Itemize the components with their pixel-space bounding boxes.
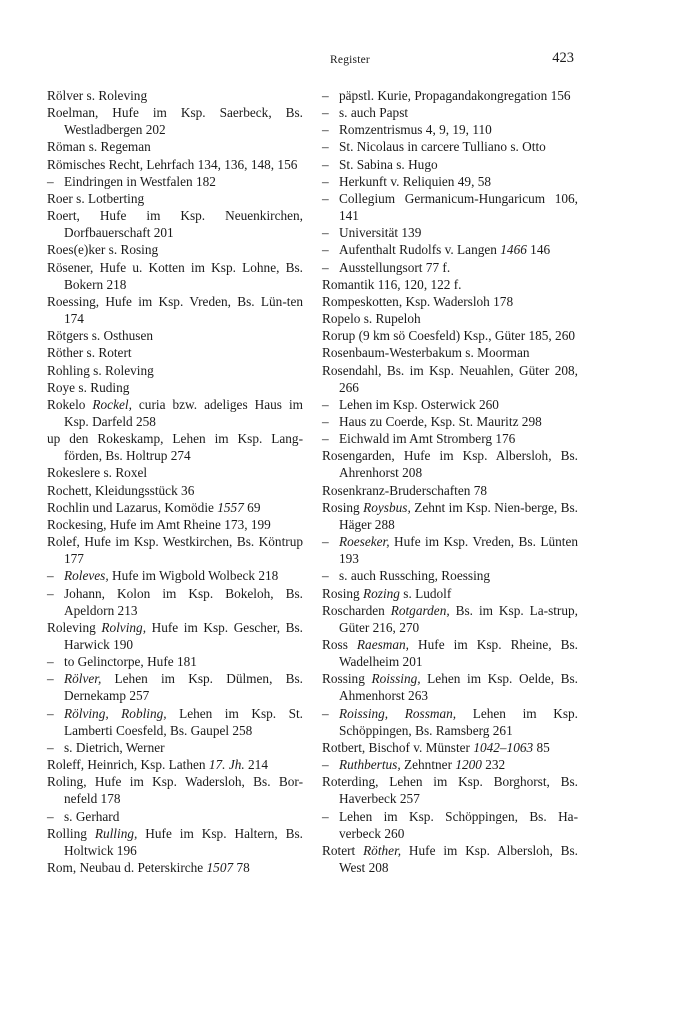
entry-text: Lehen im Ksp. Osterwick 260 [339,396,499,412]
entry-text: Rosenkranz-Bruderschaften 78 [322,482,488,498]
index-entry [47,293,303,327]
entry-text: Roleving [47,619,102,635]
entry-text: Roert, Hufe im Ksp. Neuenkirchen, Dorfbauerschaft 201 [47,208,303,241]
entry-text: päpstl. Kurie, Propagandakongregation 156 [339,88,571,103]
entry-text: Rochett, Kleidungsstück 36 [47,482,195,498]
index-entry [322,104,578,121]
entry-text: Rorup (9 km sö Coesfeld) Ksp., Güter 185, 260 [322,328,575,344]
index-entry [322,670,578,704]
index-entry [322,362,578,396]
index-entry [47,344,303,361]
index-entry [322,482,578,499]
entry-variant-italic: Rozing [363,585,400,601]
entry-text: Röther s. Rotert [47,345,132,361]
entry-variant-italic: Roleves, [64,568,109,584]
entry-text: up den Rokeskamp, Lehen im Ksp. Lang-förden, Bs. Holtrup 274 [47,431,303,464]
entry-text: Roer s. Lotberting [47,190,145,206]
entry-text: Rokeslere s. Roxel [47,465,148,481]
index-entry [322,121,578,138]
entry-text: s. auch Russching, Roessing [339,568,491,584]
entry-text: 78 [233,860,250,876]
index-entry [47,396,303,430]
entry-text: Herkunft v. Reliquien 49, 58 [339,173,492,189]
index-entry [322,413,578,430]
entry-variant-italic: Rockel, [92,396,132,412]
index-entry [322,842,578,876]
entry-variant-italic: 1507 [206,860,234,876]
subentry-dash: – [47,671,54,687]
index-entry [47,138,303,155]
entry-text: Roling, Hufe im Ksp. Wadersloh, Bs. Bor-nefeld 178 [47,774,303,807]
running-head: Register [330,54,370,66]
index-entry [47,825,303,859]
index-entry [322,533,578,567]
entry-text: Roscharden [322,602,391,618]
index-entry [47,190,303,207]
entry-text: Ropelo s. Rupeloh [322,311,421,327]
entry-text: Ausstellungsort 77 f. [339,259,451,275]
entry-text: Romantik 116, 120, 122 f. [322,276,462,292]
index-entry [47,653,303,670]
entry-text: Hufe im Ksp. Haltern, Bs. Holtwick 196 [64,825,303,858]
entry-text: 214 [244,757,268,773]
entry-text: Eindringen in Westfalen 182 [64,173,216,189]
entry-text: 146 [526,242,551,258]
index-entry [322,310,578,327]
entry-text: Rosing [322,585,364,601]
subentry-dash: – [322,105,329,121]
index-entry [322,241,578,258]
entry-text: St. Sabina s. Hugo [339,156,438,172]
entry-text: Rossing [322,671,372,687]
subentry-dash: – [322,568,329,584]
index-entry [47,379,303,396]
entry-text: Römisches Recht, Lehrfach 134, 136, 148, 156 [47,156,298,172]
index-entry [47,756,303,773]
index-entry [47,585,303,619]
entry-text: curia bzw. adeliges Haus im Ksp. Darfeld 258 [64,396,303,429]
entry-text: Rompeskotten, Ksp. Wadersloh 178 [322,293,514,309]
entry-text: Rokelo [47,396,93,412]
index-entry [47,670,303,704]
subentry-dash: – [47,808,54,824]
index-entry [47,362,303,379]
entry-variant-italic: 17. Jh. [208,757,245,773]
index-entry [47,173,303,190]
subentry-dash: – [47,173,54,189]
entry-variant-italic: 1042–1063 [473,739,534,755]
index-entry [47,87,303,104]
entry-text: Roleff, Heinrich, Ksp. Lathen [47,757,209,773]
subentry-dash: – [322,122,329,138]
page-number: 423 [552,50,574,66]
index-entry [322,430,578,447]
entry-text: Zehnt im Ksp. Nien-berge, Bs. Häger 288 [339,499,578,532]
index-entry [47,567,303,584]
entry-text: Roessing, Hufe im Ksp. Vreden, Bs. Lün-ten 174 [47,293,303,327]
entry-variant-italic: Rotgarden, [390,602,450,618]
subentry-dash: – [322,259,329,275]
entry-variant-italic: Ruthbertus, [339,757,401,773]
index-entry [47,241,303,258]
index-column-left [47,87,303,876]
entry-text: Rosendahl, Bs. im Ksp. Neuahlen, Güter 208, 266 [322,362,578,395]
index-entry [322,327,578,344]
entry-variant-italic: Roissing, [371,671,421,687]
entry-text: Rösener, Hufe u. Kotten im Ksp. Lohne, Bs. Bokern 218 [47,259,303,292]
subentry-dash: – [322,225,329,241]
subentry-dash: – [47,705,54,721]
entry-text: Lehen im Ksp. Schöppingen, Bs. Ha-verbeck 260 [339,808,578,841]
subentry-dash: – [322,705,329,721]
index-entry [47,533,303,567]
index-entry [47,516,303,533]
entry-text: St. Nicolaus in carcere Tulliano s. Otto [339,139,546,155]
index-entry [322,739,578,756]
entry-text: Roterding, Lehen im Ksp. Borghorst, Bs. Haverbeck 257 [322,774,578,807]
index-entry [322,602,578,636]
index-entry [47,859,303,876]
entry-text: Lehen im Ksp. Schöppingen, Bs. Ramsberg 261 [339,705,578,738]
entry-text: Collegium Germanicum-Hungaricum 106, 141 [339,190,578,224]
index-entry [322,567,578,584]
index-entry [47,464,303,481]
entry-text: Rosenbaum-Westerbakum s. Moorman [322,345,530,361]
entry-variant-italic: Rölver, [64,671,102,687]
entry-text: to Gelinctorpe, Hufe 181 [64,654,197,670]
entry-text: Lehen im Ksp. Oelde, Bs. Ahmenhorst 263 [339,671,578,704]
index-entry [47,430,303,464]
index-entry [47,207,303,241]
subentry-dash: – [322,88,329,103]
entry-text: Hufe im Ksp. Albersloh, Bs. West 208 [339,842,578,876]
subentry-dash: – [322,139,329,155]
index-entry [47,773,303,807]
entry-variant-italic: Roeseker, [339,534,390,550]
index-entry [47,482,303,499]
index-entry [322,705,578,739]
entry-text: Rohling s. Roleving [47,362,154,378]
index-entry [47,327,303,344]
entry-text: Aufenthalt Rudolfs v. Langen [339,242,501,258]
index-entry [322,756,578,773]
entry-text: Lehen im Ksp. St. Lamberti Coesfeld, Bs. Gaupel 258 [64,705,303,738]
entry-text: Zehntner [400,757,456,773]
subentry-dash: – [47,654,54,670]
entry-text: 232 [481,757,506,773]
index-entry [47,705,303,739]
index-entry [322,87,578,104]
index-entry [47,619,303,653]
index-entry [322,173,578,190]
entry-variant-italic: Rulling, [94,825,138,841]
index-entry [322,585,578,602]
index-entry [322,344,578,361]
subentry-dash: – [322,190,329,206]
entry-variant-italic: Rölving, Robling, [64,705,167,721]
index-entry [322,808,578,842]
entry-text: Roye s. Ruding [47,379,130,395]
entry-variant-italic: 1200 [455,757,482,773]
entry-variant-italic: 1466 [500,242,527,258]
entry-text: Romzentrismus 4, 9, 19, 110 [339,122,492,138]
index-entry [322,773,578,807]
index-column-right [322,87,578,876]
entry-text: s. auch Papst [339,105,409,121]
index-entry [47,156,303,173]
entry-text: Rosengarden, Hufe im Ksp. Albersloh, Bs. Ahrenhorst 208 [322,448,578,481]
entry-text: Hufe im Ksp. Vreden, Bs. Lünten 193 [339,534,578,567]
subentry-dash: – [322,413,329,429]
entry-text: Lehen im Ksp. Dülmen, Bs. Dernekamp 257 [64,671,303,704]
subentry-dash: – [322,431,329,447]
subentry-dash: – [322,757,329,773]
index-entry [322,396,578,413]
index-entry [322,636,578,670]
entry-text: s. Gerhard [64,808,120,824]
subentry-dash: – [322,808,329,824]
entry-text: Rölver s. Roleving [47,88,148,103]
entry-variant-italic: Roissing, Rossman, [339,705,457,721]
entry-text: Rochlin und Lazarus, Komödie [47,499,218,515]
entry-text: Röman s. Regeman [47,139,151,155]
entry-text: s. Ludolf [399,585,452,601]
index-entry [322,259,578,276]
entry-text: Haus zu Coerde, Ksp. St. Mauritz 298 [339,413,542,429]
entry-text: Rotert [322,842,364,858]
entry-text: 69 [243,499,261,515]
index-entry [47,808,303,825]
entry-text: Rötgers s. Osthusen [47,328,154,344]
index-entry [322,447,578,481]
index-entry [322,499,578,533]
entry-text: Johann, Kolon im Ksp. Bokeloh, Bs. Apeldorn 213 [64,585,303,618]
subentry-dash: – [47,568,54,584]
entry-text: Hufe im Ksp. Gescher, Bs. Harwick 190 [64,619,304,652]
index-entry [322,138,578,155]
subentry-dash: – [47,739,54,755]
entry-text: Roelman, Hufe im Ksp. Saerbeck, Bs. Westladbergen 202 [47,105,303,138]
entry-variant-italic: Raesman, [356,637,409,652]
subentry-dash: – [322,173,329,189]
entry-text: Hufe im Ksp. Rheine, Bs. Wadelheim 201 [339,637,578,670]
entry-text: Universität 139 [339,225,422,241]
entry-text: Rockesing, Hufe im Amt Rheine 173, 199 [47,516,271,532]
index-entry [322,224,578,241]
index-entry [322,276,578,293]
entry-text: Rotbert, Bischof v. Münster [322,739,474,755]
subentry-dash: – [47,585,54,601]
index-entry [322,190,578,224]
entry-text: s. Dietrich, Werner [64,739,165,755]
entry-variant-italic: Roysbus, [363,499,411,515]
subentry-dash: – [322,156,329,172]
entry-text: Eichwald im Amt Stromberg 176 [339,431,516,447]
entry-text: 85 [533,739,550,755]
index-entry [322,156,578,173]
entry-variant-italic: 1557 [217,499,244,515]
index-entry [322,293,578,310]
entry-text: Rom, Neubau d. Peterskirche [47,860,207,876]
subentry-dash: – [322,242,329,258]
subentry-dash: – [322,396,329,412]
entry-variant-italic: Röther, [363,842,402,858]
entry-text: Hufe im Wigbold Wolbeck 218 [108,568,279,584]
index-entry [47,499,303,516]
entry-variant-italic: Rolving, [101,619,147,635]
index-entry [47,259,303,293]
entry-text: Roes(e)ker s. Rosing [47,242,159,258]
index-entry [47,104,303,138]
entry-text: Ross [322,637,357,652]
entry-text: Bs. im Ksp. La-strup, Güter 216, 270 [339,602,578,635]
index-entry [47,739,303,756]
entry-text: Rolling [47,825,95,841]
entry-text: Rosing [322,499,364,515]
entry-text: Rolef, Hufe im Ksp. Westkirchen, Bs. Köntrup 177 [47,534,303,567]
subentry-dash: – [322,534,329,550]
